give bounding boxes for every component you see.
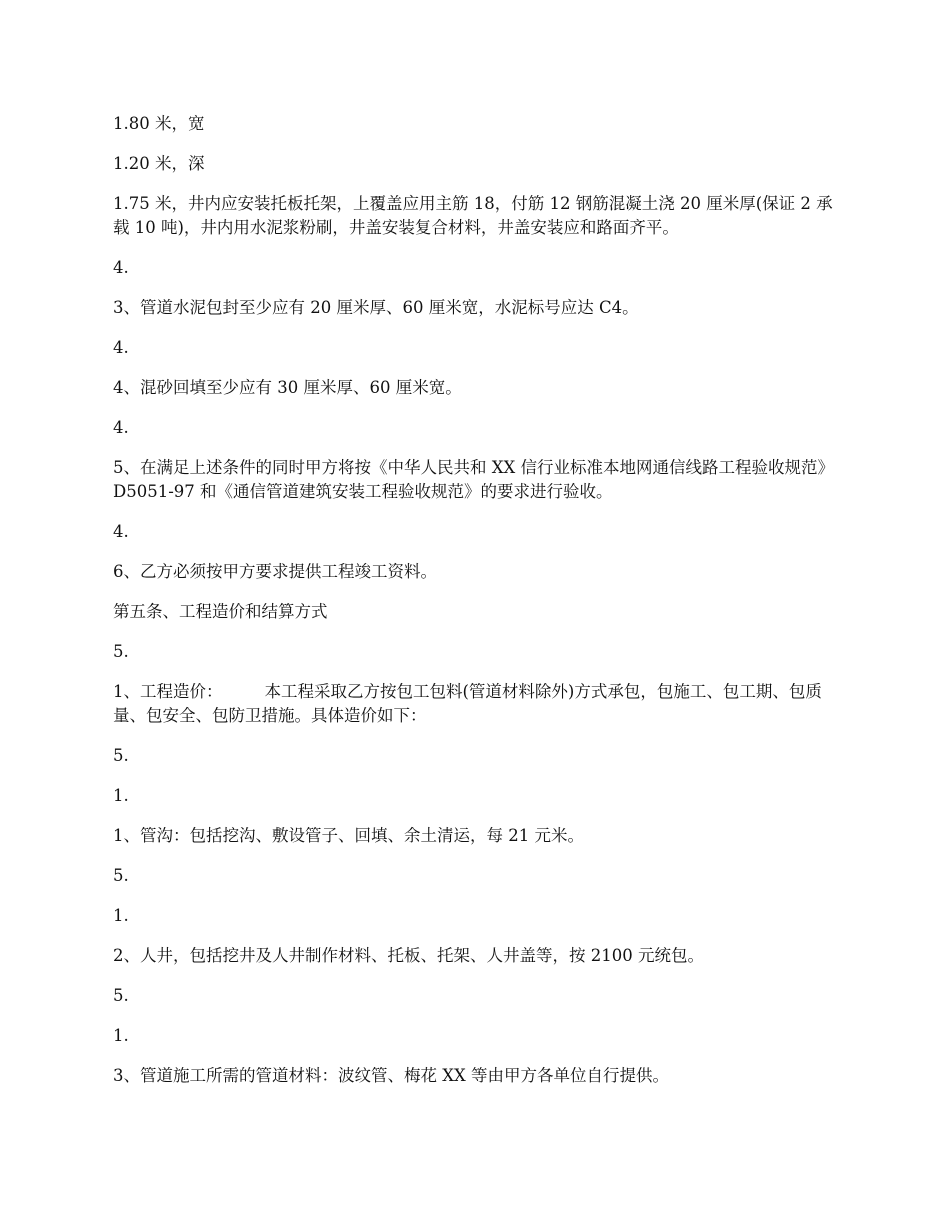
paragraph: 1、工程造价： 本工程采取乙方按包工包料(管道材料除外)方式承包，包施工、包工期、包质量、包安全、包防卫措施。具体造价如下：: [113, 682, 822, 725]
paragraph: 4.: [113, 338, 129, 357]
paragraph: 5.: [113, 642, 129, 661]
paragraph: 1、管沟：包括挖沟、敷设管子、回填、余土清运，每 21 元米。: [113, 826, 584, 845]
paragraph: 1.: [113, 786, 129, 805]
paragraph: 5、在满足上述条件的同时甲方将按《中华人民共和 XX 信行业标准本地网通信线路工程验收规范》D5051-97 和《通信管道建筑安装工程验收规范》的要求进行验收。: [113, 458, 826, 501]
paragraph: 4、混砂回填至少应有 30 厘米厚、60 厘米宽。: [113, 378, 462, 397]
paragraph: 4.: [113, 258, 129, 277]
paragraph: 6、乙方必须按甲方要求提供工程竣工资料。: [113, 562, 437, 581]
paragraph: 5.: [113, 986, 129, 1005]
paragraph: 5.: [113, 866, 129, 885]
paragraph: 4.: [113, 522, 129, 541]
paragraph: 5.: [113, 746, 129, 765]
paragraph: 2、人井，包括挖井及人井制作材料、托板、托架、人井盖等，按 2100 元统包。: [113, 946, 704, 965]
paragraph: 3、管道水泥包封至少应有 20 厘米厚、60 厘米宽，水泥标号应达 C4。: [113, 298, 639, 317]
paragraph: 1.: [113, 1026, 129, 1045]
paragraph: 3、管道施工所需的管道材料：波纹管、梅花 XX 等由甲方各单位自行提供。: [113, 1066, 669, 1085]
paragraph: 1.20 米，深: [113, 154, 205, 173]
paragraph: 4.: [113, 418, 129, 437]
paragraph: 1.80 米，宽: [113, 114, 205, 133]
document-body: [113, 112, 833, 1104]
paragraph: 1.75 米，井内应安装托板托架，上覆盖应用主筋 18，付筋 12 钢筋混凝土浇 20 厘米厚(保证 2 承载 10 吨)，井内用水泥浆粉刷，井盖安装复合材料，井盖安装应和路面齐平。: [113, 194, 833, 237]
section-heading: 第五条、工程造价和结算方式: [113, 602, 328, 621]
paragraph: 1.: [113, 906, 129, 925]
